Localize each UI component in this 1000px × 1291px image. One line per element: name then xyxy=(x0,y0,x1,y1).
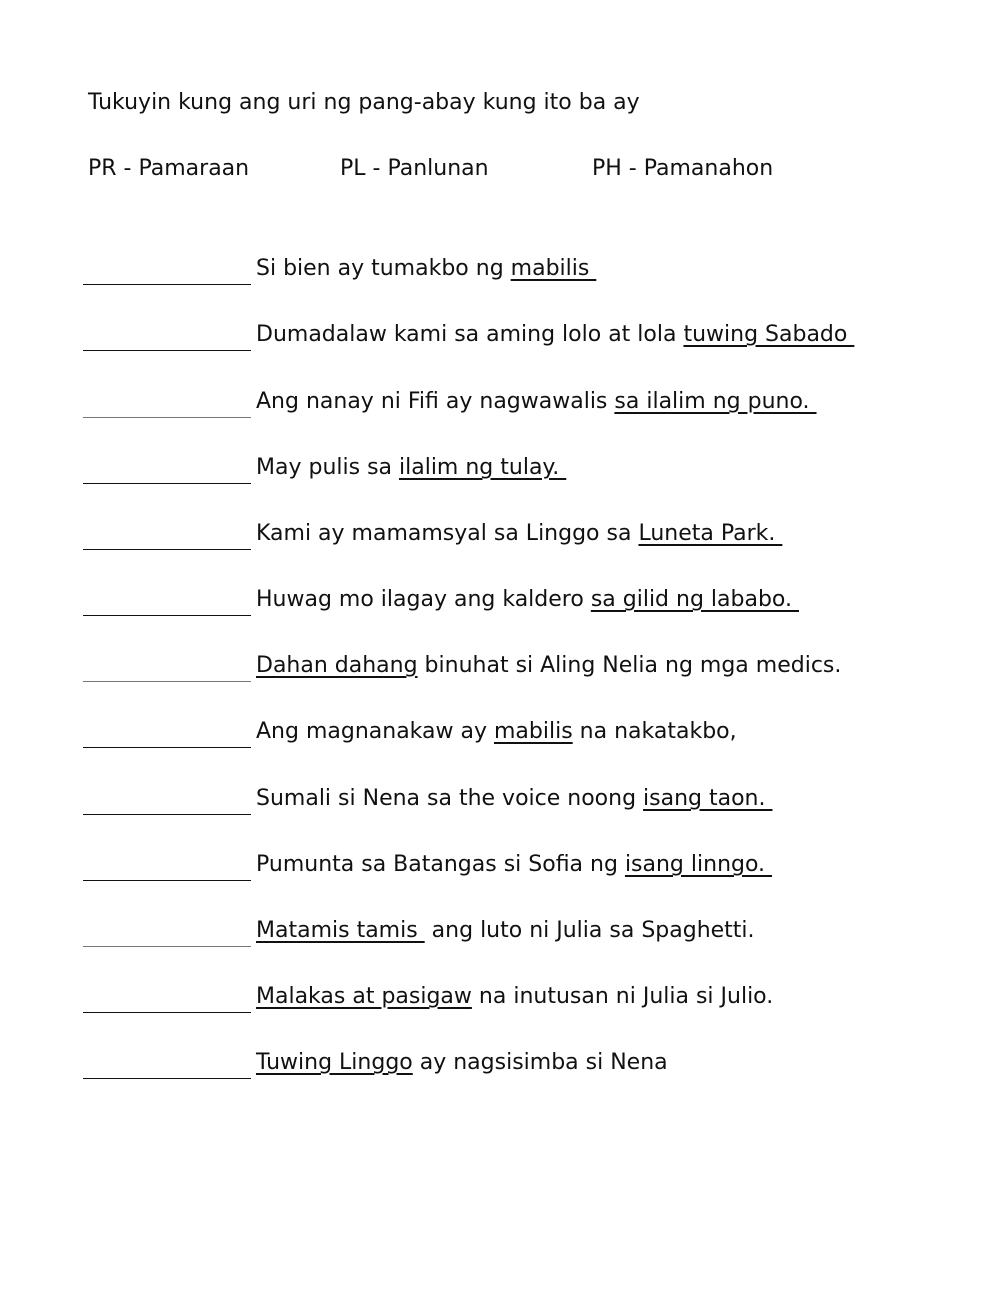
sentence-text: ang luto ni Julia sa Spaghetti. xyxy=(424,918,755,943)
sentence-text: Dumadalaw kami sa aming lolo at lola xyxy=(256,322,684,347)
question-sentence xyxy=(256,1050,668,1075)
sentence-text: May pulis sa xyxy=(256,455,399,480)
instruction-text: Tukuyin kung ang uri ng pang-abay kung ito ba ay xyxy=(88,90,640,115)
underlined-adverb: Dahan dahang xyxy=(256,653,418,678)
answer-blank[interactable] xyxy=(83,615,251,616)
underlined-adverb: Luneta Park. xyxy=(638,521,783,546)
legend-panlunan: PL - Panlunan xyxy=(340,156,489,181)
underlined-adverb: sa ilalim ng puno. xyxy=(614,389,817,414)
sentence-text: binuhat si Aling Nelia ng mga medics. xyxy=(417,653,842,678)
underlined-adverb: Tuwing Linggo xyxy=(256,1050,413,1075)
answer-blank[interactable] xyxy=(83,1078,251,1079)
question-sentence xyxy=(256,455,566,480)
sentence-text: Huwag mo ilagay ang kaldero xyxy=(256,587,591,612)
question-item xyxy=(0,784,1000,824)
question-item xyxy=(0,320,1000,360)
answer-blank[interactable] xyxy=(83,483,251,484)
question-sentence xyxy=(256,852,772,877)
answer-blank[interactable] xyxy=(83,747,251,748)
question-item xyxy=(0,585,1000,625)
question-sentence xyxy=(256,322,854,347)
answer-blank[interactable] xyxy=(83,549,251,550)
question-sentence xyxy=(256,521,782,546)
question-sentence xyxy=(256,719,737,744)
sentence-text: Sumali si Nena sa the voice noong xyxy=(256,786,644,811)
question-item xyxy=(0,1048,1000,1088)
question-item xyxy=(0,717,1000,757)
underlined-adverb: Malakas at pasigaw xyxy=(256,984,472,1009)
underlined-adverb: isang linngo. xyxy=(624,852,773,877)
question-item xyxy=(0,651,1000,691)
question-item xyxy=(0,387,1000,427)
question-sentence xyxy=(256,984,773,1009)
question-item xyxy=(0,254,1000,294)
question-sentence xyxy=(256,587,799,612)
legend-pamanahon: PH - Pamanahon xyxy=(592,156,774,181)
answer-blank[interactable] xyxy=(83,681,251,682)
sentence-text: Ang nanay ni Fifi ay nagwawalis xyxy=(256,389,615,414)
question-item xyxy=(0,982,1000,1022)
sentence-text: Ang magnanakaw ay xyxy=(256,719,494,744)
answer-blank[interactable] xyxy=(83,880,251,881)
answer-blank[interactable] xyxy=(83,814,251,815)
sentence-text: Pumunta sa Batangas si Sofia ng xyxy=(256,852,625,877)
answer-blank[interactable] xyxy=(83,350,251,351)
question-sentence xyxy=(256,786,773,811)
legend-pamaraan: PR - Pamaraan xyxy=(88,156,250,181)
sentence-text: na nakatakbo, xyxy=(572,719,737,744)
answer-blank[interactable] xyxy=(83,1012,251,1013)
underlined-adverb: tuwing Sabado xyxy=(683,322,855,347)
question-sentence xyxy=(256,653,841,678)
underlined-adverb: mabilis xyxy=(494,719,573,744)
question-item xyxy=(0,850,1000,890)
answer-blank[interactable] xyxy=(83,946,251,947)
sentence-text: Si bien ay tumakbo ng xyxy=(256,256,511,281)
sentence-text: Kami ay mamamsyal sa Linggo sa xyxy=(256,521,639,546)
sentence-text: na inutusan ni Julia si Julio. xyxy=(471,984,774,1009)
underlined-adverb: isang taon. xyxy=(643,786,773,811)
sentence-text: ay nagsisimba si Nena xyxy=(412,1050,668,1075)
underlined-adverb: mabilis xyxy=(510,256,597,281)
question-item xyxy=(0,453,1000,493)
underlined-adverb: ilalim ng tulay. xyxy=(399,455,567,480)
question-item xyxy=(0,916,1000,956)
question-item xyxy=(0,519,1000,559)
answer-blank[interactable] xyxy=(83,417,251,418)
answer-blank[interactable] xyxy=(83,284,251,285)
question-sentence xyxy=(256,389,817,414)
underlined-adverb: Matamis tamis xyxy=(256,918,425,943)
question-sentence xyxy=(256,256,596,281)
question-sentence xyxy=(256,918,755,943)
underlined-adverb: sa gilid ng lababo. xyxy=(590,587,799,612)
